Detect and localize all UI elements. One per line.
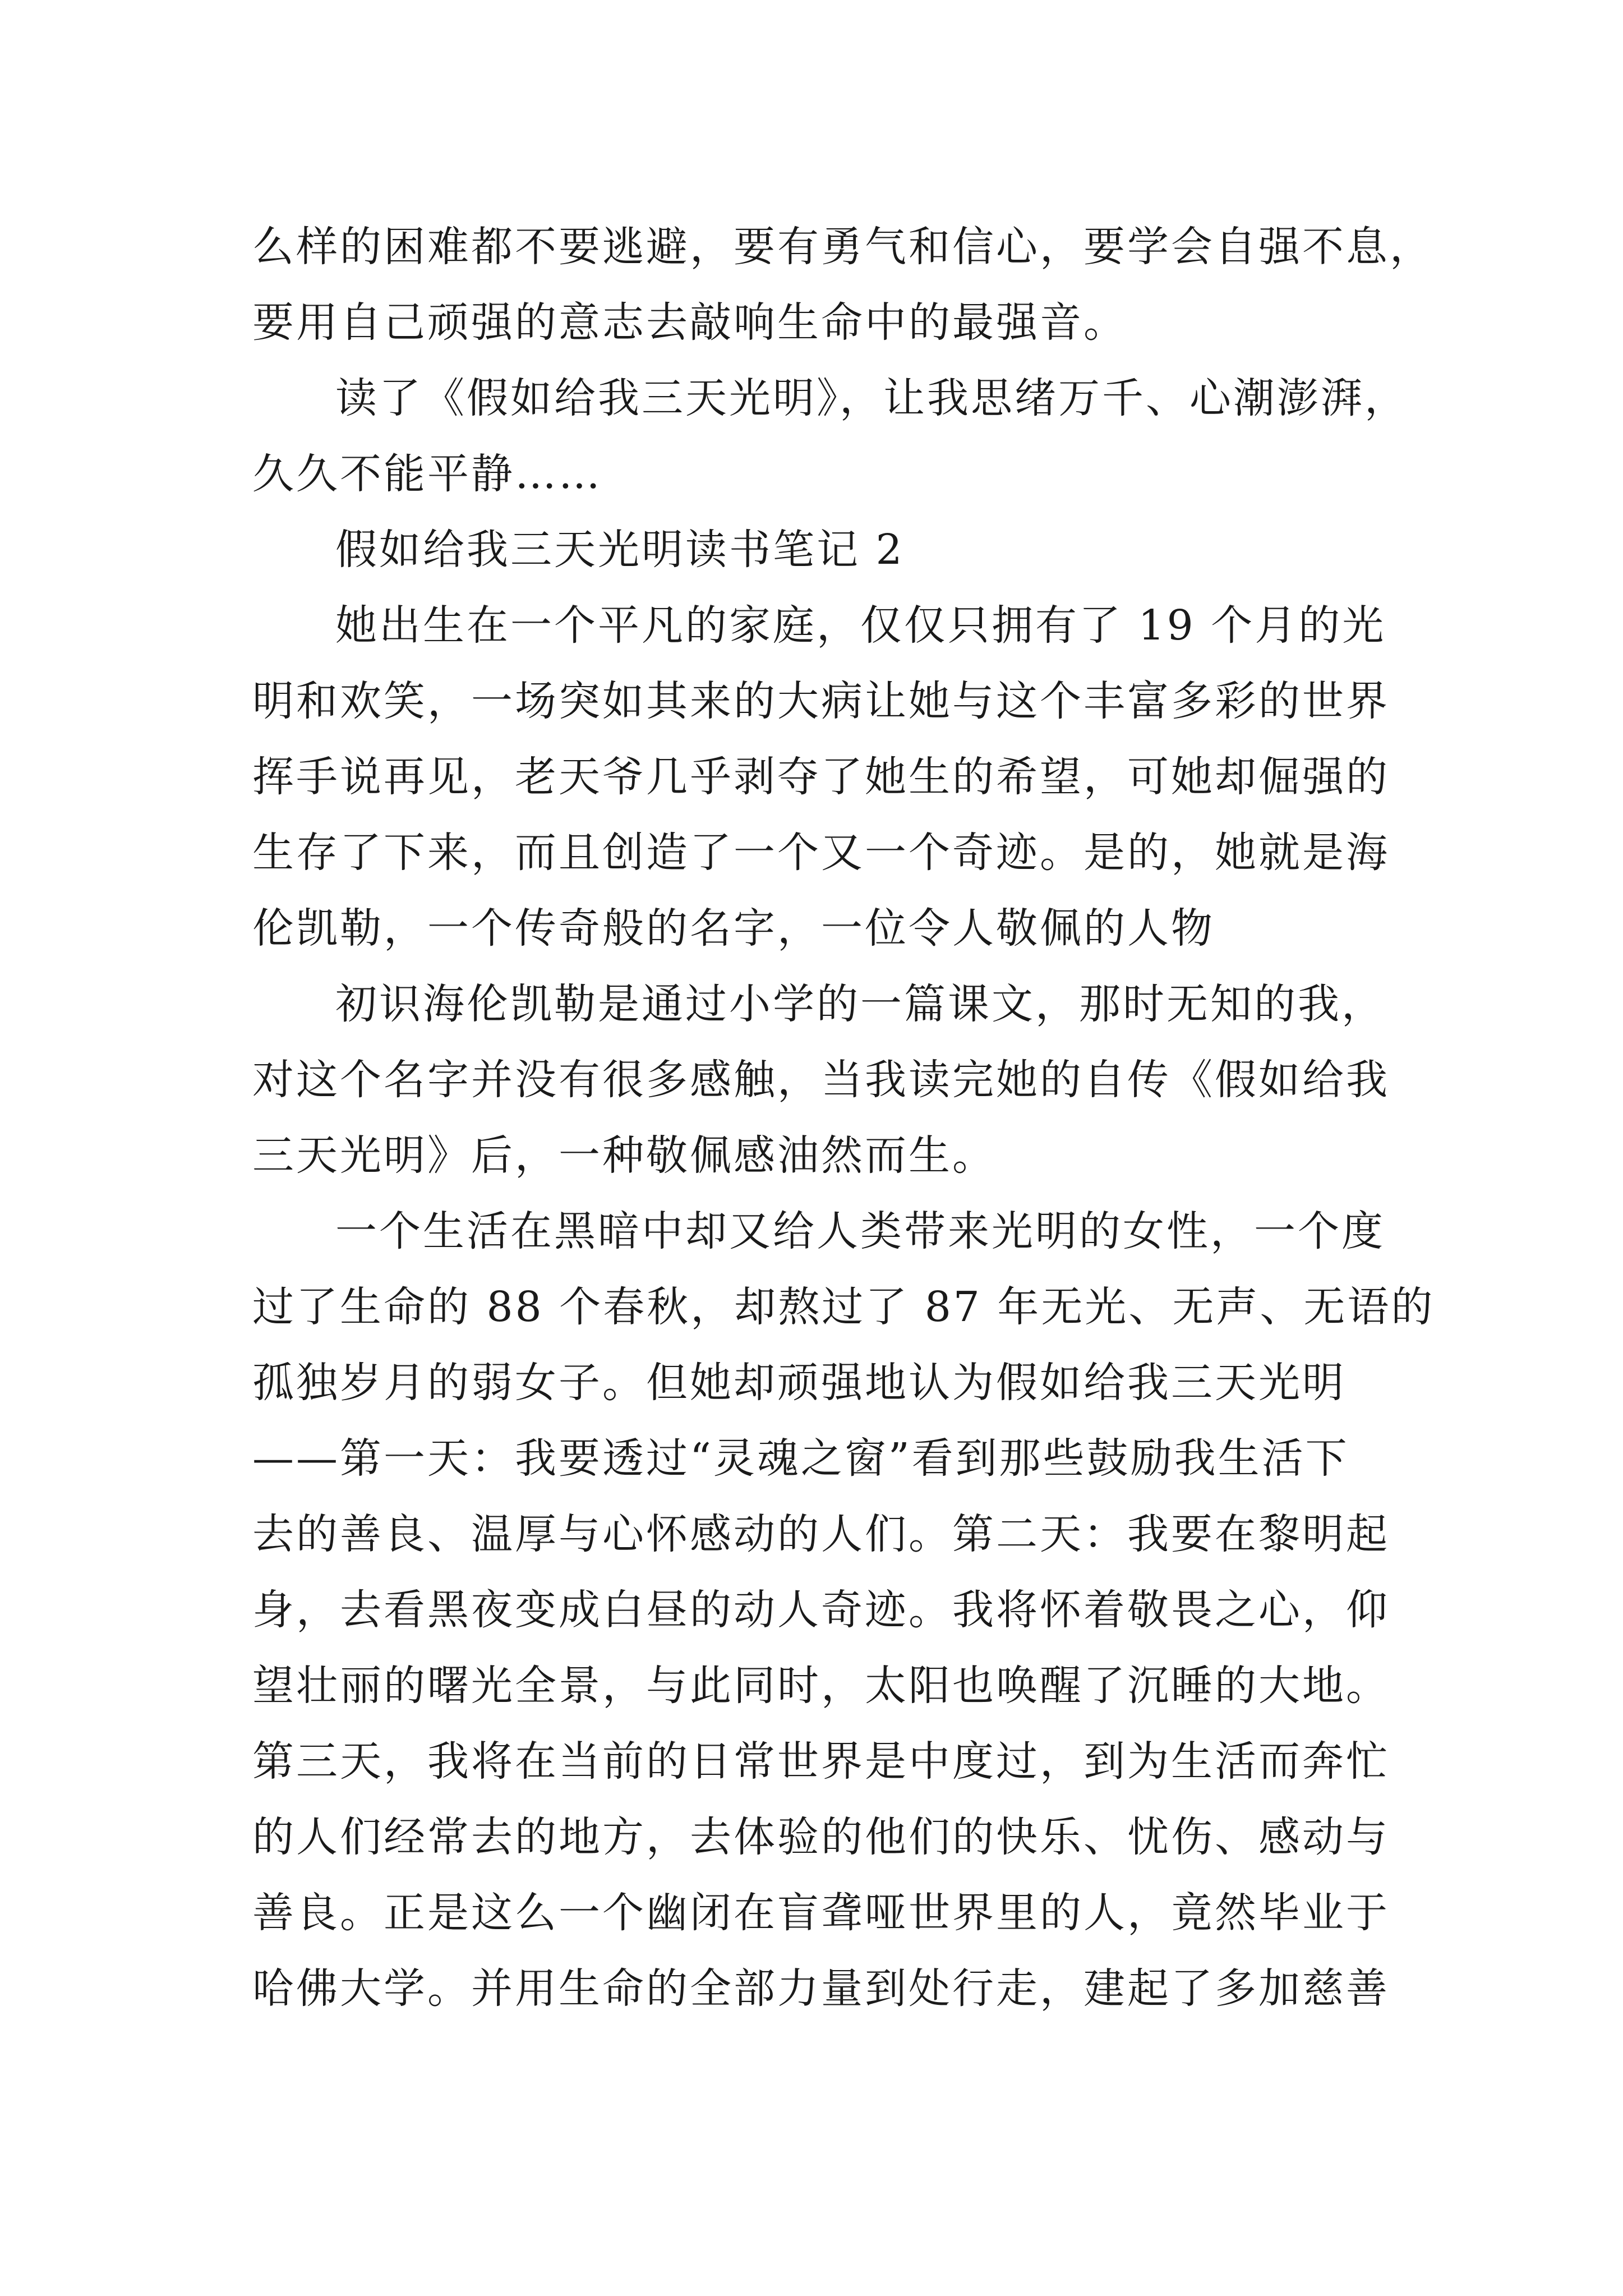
text-line: 读了《假如给我三天光明》，让我思绪万千、心潮澎湃，	[335, 374, 1408, 422]
text-line: 对这个名字并没有很多感触，当我读完她的自传《假如给我	[252, 1056, 1390, 1104]
text-line: 要用自己顽强的意志去敲响生命中的最强音。	[252, 298, 1127, 347]
text-line: 望壮丽的曙光全景，与此同时，太阳也唤醒了沉睡的大地。	[252, 1662, 1390, 1710]
text-line: 哈佛大学。并用生命的全部力量到处行走，建起了多加慈善	[252, 1964, 1390, 2013]
text-line: 第三天，我将在当前的日常世界是中度过，到为生活而奔忙	[252, 1737, 1390, 1786]
text-line: 一个生活在黑暗中却又给人类带来光明的女性，一个度	[335, 1207, 1385, 1255]
text-line: 孤独岁月的弱女子。但她却顽强地认为假如给我三天光明	[252, 1359, 1346, 1407]
text-line: 三天光明》后，一种敬佩感油然而生。	[252, 1131, 996, 1180]
text-line: 去的善良、温厚与心怀感动的人们。第二天：我要在黎明起	[252, 1510, 1390, 1558]
text-line: 明和欢笑，一场突如其来的大病让她与这个丰富多彩的世界	[252, 677, 1390, 725]
section-heading: 假如给我三天光明读书笔记 2	[335, 526, 905, 574]
text-line: 的人们经常去的地方，去体验的他们的快乐、忧伤、感动与	[252, 1813, 1390, 1861]
text-line: 挥手说再见，老天爷几乎剥夺了她生的希望，可她却倔强的	[252, 753, 1390, 801]
text-line: 生存了下来，而且创造了一个又一个奇迹。是的，她就是海	[252, 829, 1390, 877]
text-line: 她出生在一个平凡的家庭，仅仅只拥有了 19 个月的光	[335, 601, 1386, 650]
text-line: 善良。正是这么一个幽闭在盲聋哑世界里的人，竟然毕业于	[252, 1889, 1390, 1937]
text-line: 久久不能平静……	[252, 450, 602, 498]
text-line: 伦凯勒，一个传奇般的名字，一位令人敬佩的人物	[252, 904, 1215, 953]
text-line: 初识海伦凯勒是通过小学的一篇课文，那时无知的我，	[335, 980, 1385, 1028]
text-line: 身，去看黑夜变成白昼的动人奇迹。我将怀着敬畏之心，仰	[252, 1586, 1390, 1634]
text-line: 过了生命的 88 个春秋，却熬过了 87 年无光、无声、无语的	[252, 1283, 1435, 1331]
text-line: 么样的困难都不要逃避，要有勇气和信心，要学会自强不息，	[252, 223, 1433, 271]
text-line: ——第一天：我要透过“灵魂之窗”看到那些鼓励我生活下	[252, 1434, 1349, 1483]
